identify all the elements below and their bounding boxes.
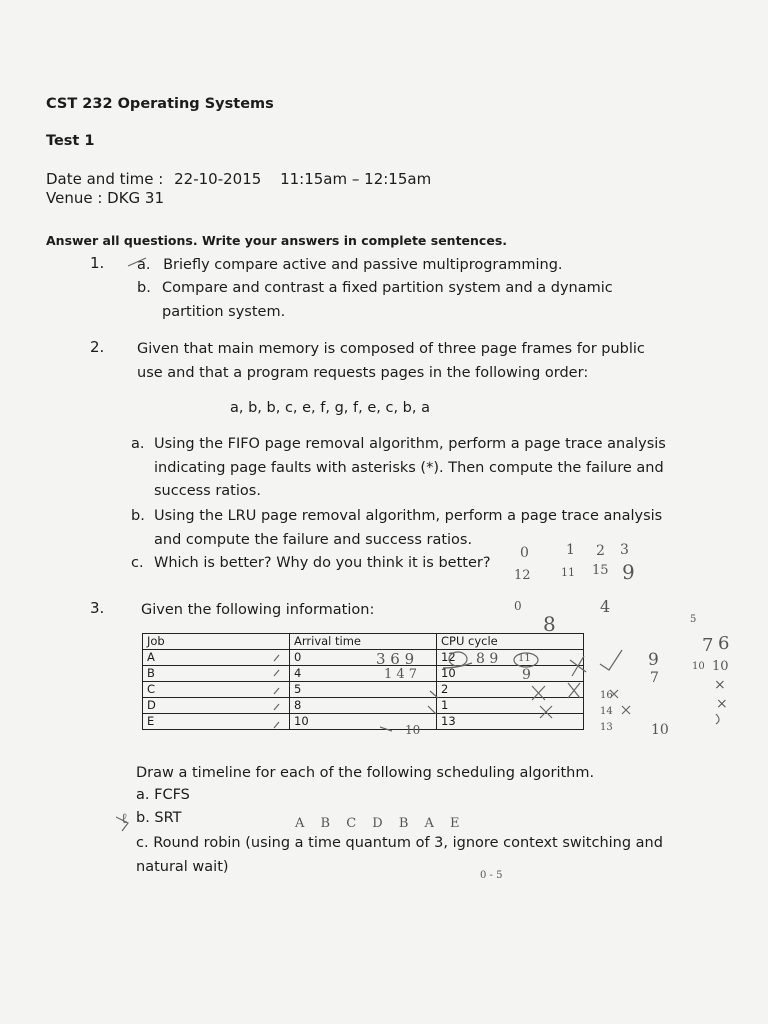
table-cell: 0: [290, 650, 437, 666]
q2a-label: a.: [131, 436, 145, 452]
hw-cpu-b: 9: [522, 667, 531, 683]
hw-margin-5: 5: [690, 614, 697, 625]
hw-q3-4: 4: [600, 597, 611, 616]
q3c-text: c. Round robin (using a time quantum of 3, ignore context switching and natural wait): [136, 835, 663, 875]
q2c-label: c.: [131, 555, 144, 571]
hw-margin-7: 7: [702, 635, 714, 656]
q3a: a. FCFS: [136, 787, 190, 803]
hw-margin-13: 13: [600, 722, 613, 733]
table-cell: 1: [437, 698, 584, 714]
venue: Venue : DKG 31: [46, 189, 165, 207]
table-cell: 5: [290, 682, 437, 698]
date-time-label: Date and time :: [46, 170, 164, 188]
q3b: b. SRT: [136, 810, 182, 826]
header-cpu-cycle: CPU cycle: [437, 634, 584, 650]
hw-table-e: 10: [405, 723, 421, 737]
cross-mark-a: [570, 656, 586, 676]
q3-text: Given the following information:: [141, 602, 375, 618]
circle-cpu-a: [449, 652, 467, 666]
q2-text: Given that main memory is composed of three page frames for public use and that a program requests pages in the following order:: [137, 341, 645, 381]
table-cell: D: [143, 698, 290, 714]
hw-q2c-9: 9: [622, 560, 635, 584]
hw-margin-6: 6: [718, 633, 730, 654]
table-cell: 8: [290, 698, 437, 714]
hw-margin-7b: 7: [650, 670, 659, 686]
q3-number: 3.: [90, 599, 105, 617]
hw-margin-x2: ×: [716, 696, 728, 712]
k-mark-d: [428, 706, 436, 714]
exam-date: 22-10-2015: [174, 170, 262, 188]
q1a-label: a.: [137, 257, 151, 273]
hw-cpu-a: 8 9: [476, 651, 499, 667]
cross-mark-c2: [568, 683, 580, 698]
hw-margin-10b: 10: [712, 659, 729, 674]
table-cell: A: [143, 650, 290, 666]
q1a-text: Briefly compare active and passive multiprogramming.: [163, 257, 563, 273]
hw-margin-10c: 10: [651, 722, 669, 738]
hw-q2c-2: 2: [596, 543, 605, 559]
hw-q2c-3: 3: [620, 542, 629, 558]
check-mark: [600, 650, 622, 670]
table-cell: 10: [290, 714, 437, 730]
page-request-sequence: a, b, b, c, e, f, g, f, e, c, b, a: [230, 400, 430, 416]
table-cell: 13: [437, 714, 584, 730]
hw-q2c-1: 1: [566, 542, 575, 558]
tick-mark-q1a: [128, 258, 146, 266]
test-title: Test 1: [46, 133, 95, 149]
q1b-label: b.: [137, 280, 151, 296]
header-job: Job: [143, 634, 290, 650]
instructions: Answer all questions. Write your answers in complete sentences.: [46, 233, 508, 248]
q2-number: 2.: [90, 338, 105, 356]
q2b-text: Using the LRU page removal algorithm, perform a page trace analysis and compute the failure and success ratios.: [154, 508, 663, 548]
q2b-label: b.: [131, 508, 145, 524]
q1-number: 1.: [90, 254, 105, 272]
hw-timeline-range: 0 - 5: [480, 870, 503, 881]
hw-margin-10a: 10: [692, 661, 705, 672]
hw-q3-0: 0: [514, 599, 522, 613]
table-cell: E: [143, 714, 290, 730]
exam-time: 11:15am – 12:15am: [280, 170, 432, 188]
hw-q2c-15: 15: [592, 563, 609, 578]
k-mark-c: [430, 691, 438, 698]
hw-table-b: 1 4 7: [384, 667, 418, 682]
q1b-text: Compare and contrast a fixed partition system and a dynamic partition system.: [162, 280, 613, 320]
table-cell: 2: [437, 682, 584, 698]
hw-timeline-letters: A B C D B A E: [295, 816, 466, 831]
hw-table-a: 3 6 9: [376, 650, 415, 668]
hw-q3-8: 8: [543, 612, 556, 636]
cross-mark-d: [540, 706, 552, 718]
cross-mark-c: [532, 686, 545, 700]
hw-q2c-12: 12: [514, 568, 531, 583]
table-cell: B: [143, 666, 290, 682]
hw-margin-x1: ×: [714, 677, 726, 693]
table-cell: 12: [437, 650, 584, 666]
hw-margin-16: 16: [600, 690, 613, 701]
table-cell: 10: [437, 666, 584, 682]
table-cell: 4: [290, 666, 437, 682]
hw-mark-b: ℓ: [121, 811, 128, 827]
q2c-text: Which is better? Why do you think it is better?: [154, 555, 491, 571]
hw-margin-9: 9: [648, 650, 659, 670]
header-arrival-time: Arrival time: [290, 634, 437, 650]
course-title: CST 232 Operating Systems: [46, 96, 274, 112]
circle-cpu-a2: [514, 653, 538, 667]
hw-margin-14: 14: [600, 706, 613, 717]
hw-q2c-0: 0: [520, 545, 529, 561]
table-cell: C: [143, 682, 290, 698]
hw-q2c-11: 11: [561, 566, 575, 579]
q2a-text: Using the FIFO page removal algorithm, perform a page trace analysis indicating page faults with asterisks (*). Then compute the failure and success ratios.: [154, 436, 666, 499]
hw-cpu-a2: 11: [518, 653, 531, 664]
q3-instruction: Draw a timeline for each of the following scheduling algorithm.: [136, 765, 595, 781]
